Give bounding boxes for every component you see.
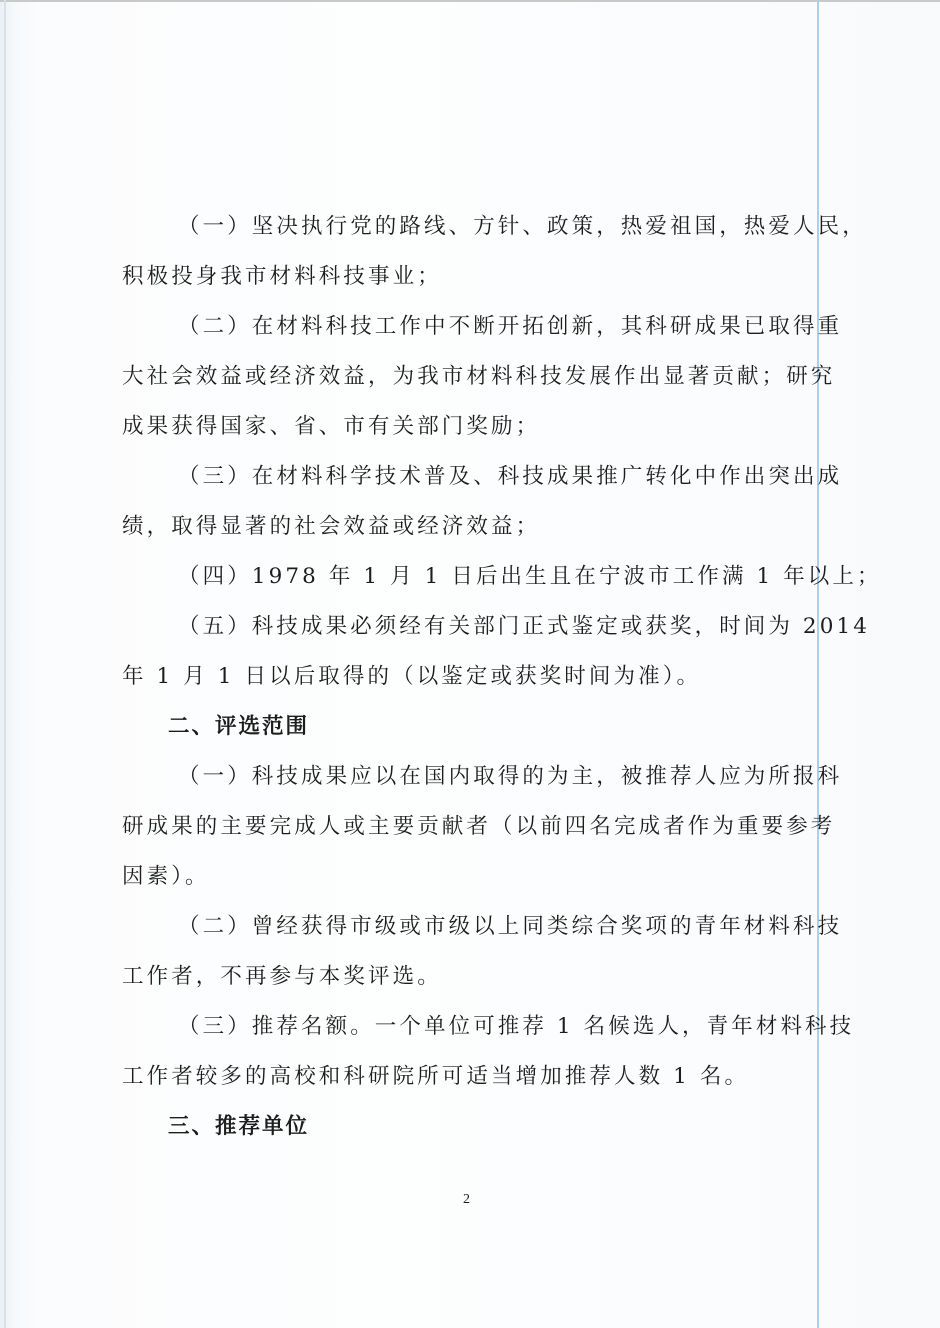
- criteria-2-line-1: （二）在材料科技工作中不断开拓创新，其科研成果已取得重: [178, 314, 843, 339]
- criteria-3-line-2: 绩，取得显著的社会效益或经济效益；: [122, 514, 541, 539]
- criteria-2-line-2: 大社会效益或经济效益，为我市材料科技发展作出显著贡献；研究: [122, 364, 836, 389]
- scope-2-line-2: 工作者，不再参与本奖评选。: [122, 964, 442, 989]
- scope-2-line-1: （二）曾经获得市级或市级以上同类综合奖项的青年材料科技: [178, 914, 843, 939]
- criteria-1-line-1: （一）坚决执行党的路线、方针、政策，热爱祖国，热爱人民，: [178, 214, 867, 239]
- criteria-5-line-1: （五）科技成果必须经有关部门正式鉴定或获奖，时间为 2014: [178, 614, 871, 639]
- page-number: 2: [463, 1192, 470, 1207]
- criteria-3-line-1: （三）在材料科学技术普及、科技成果推广转化中作出突出成: [178, 464, 843, 489]
- scope-3-line-1: （三）推荐名额。一个单位可推荐 1 名候选人，青年材料科技: [178, 1014, 855, 1039]
- page-left-edge: [4, 0, 6, 1328]
- criteria-1-line-2: 积极投身我市材料科技事业；: [122, 264, 442, 289]
- scope-1-line-2: 研成果的主要完成人或主要贡献者（以前四名完成者作为重要参考: [122, 814, 836, 839]
- section-heading-recommending-units: 三、推荐单位: [168, 1114, 310, 1139]
- criteria-5-line-2: 年 1 月 1 日以后取得的（以鉴定或获奖时间为准）。: [122, 664, 702, 689]
- scope-1-line-1: （一）科技成果应以在国内取得的为主，被推荐人应为所报科: [178, 764, 843, 789]
- page-top-edge: [0, 0, 940, 2]
- scope-1-line-3: 因素）。: [122, 864, 210, 889]
- section-heading-scope: 二、评选范围: [168, 714, 310, 739]
- scope-3-line-2: 工作者较多的高校和科研院所可适当增加推荐人数 1 名。: [122, 1064, 750, 1089]
- criteria-2-line-3: 成果获得国家、省、市有关部门奖励；: [122, 414, 541, 439]
- criteria-4-line-1: （四）1978 年 1 月 1 日后出生且在宁波市工作满 1 年以上；: [178, 564, 882, 589]
